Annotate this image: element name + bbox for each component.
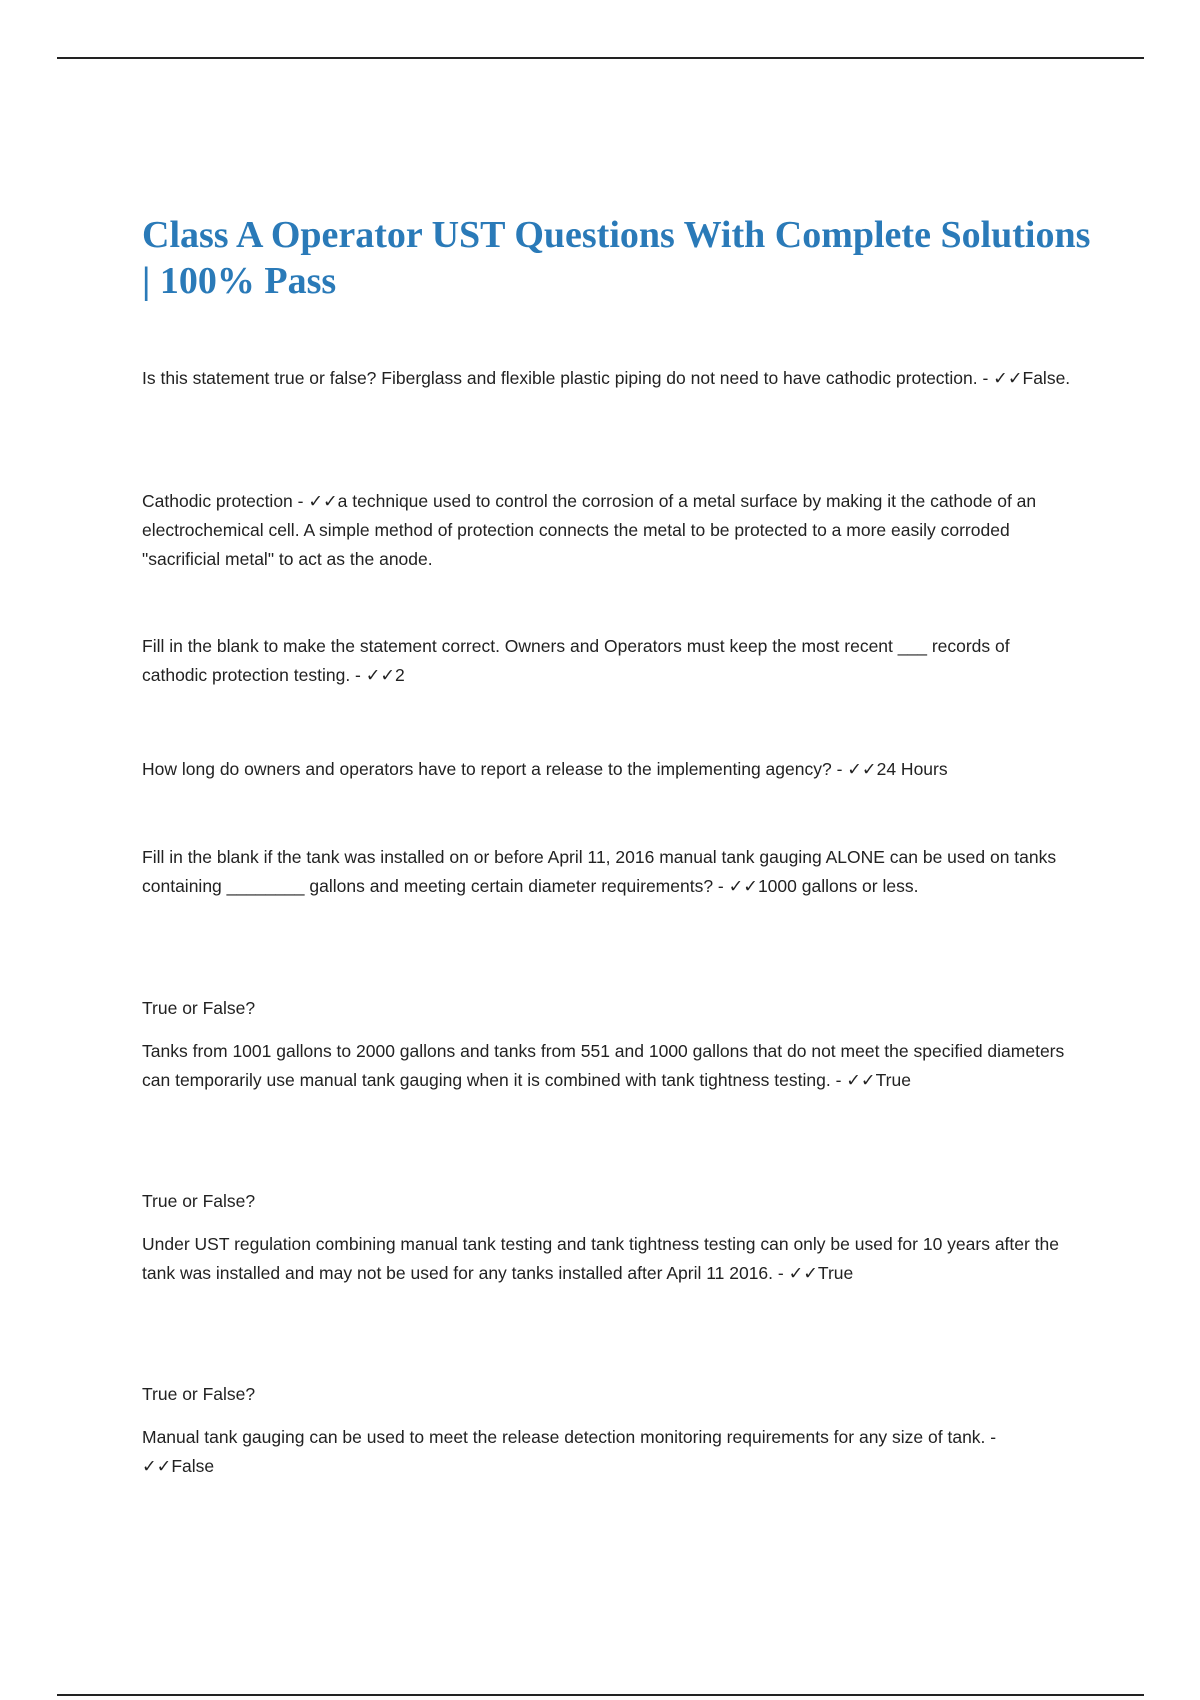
- question-ust-regulation: Under UST regulation combining manual tank testing and tank tightness testing can only be used for 10 years after the tank was installed and may not be used for any tanks installed after April 11 2016. - ✓✓True: [142, 1234, 1060, 1283]
- question-release-report: How long do owners and operators have to report a release to the implementing agency? - ✓✓24 Hours: [142, 759, 948, 779]
- question-fiberglass-cathodic: Is this statement true or false? Fiberglass and flexible plastic piping do not need to have cathodic protection. - ✓✓False.: [142, 368, 1071, 388]
- question-manual-tank-gauging: Fill in the blank if the tank was installed on or before April 11, 2016 manual tank gauging ALONE can be used on tanks containing ________ gallons and meeting certain diameter requirements? - ✓✓1000 gallons or less.: [142, 847, 1057, 896]
- true-or-false-label-3: True or False?: [142, 1384, 256, 1404]
- definition-cathodic-protection: Cathodic protection - ✓✓a technique used to control the corrosion of a metal surface by making it the cathode of an electrochemical cell. A simple method of protection connects the metal to be protected to a more easily corroded "sacrificial metal" to act as the anode.: [142, 491, 1037, 569]
- top-rule: [57, 57, 1144, 59]
- document-title: Class A Operator UST Questions With Complete Solutions | 100% Pass: [142, 214, 1091, 302]
- question-tank-tightness-combined: Tanks from 1001 gallons to 2000 gallons and tanks from 551 and 1000 gallons that do not meet the specified diameters can temporarily use manual tank gauging when it is combined with tank tightness testing. - ✓✓True: [142, 1041, 1065, 1090]
- question-cathodic-records: Fill in the blank to make the statement correct. Owners and Operators must keep the most recent ___ records of cathodic protection testing. - ✓✓2: [142, 636, 1010, 685]
- bottom-rule: [57, 1694, 1144, 1696]
- true-or-false-label-2: True or False?: [142, 1191, 256, 1211]
- true-or-false-label-1: True or False?: [142, 998, 256, 1018]
- question-manual-gauging-any-size: Manual tank gauging can be used to meet the release detection monitoring requirements for any size of tank. - ✓✓False: [142, 1427, 997, 1476]
